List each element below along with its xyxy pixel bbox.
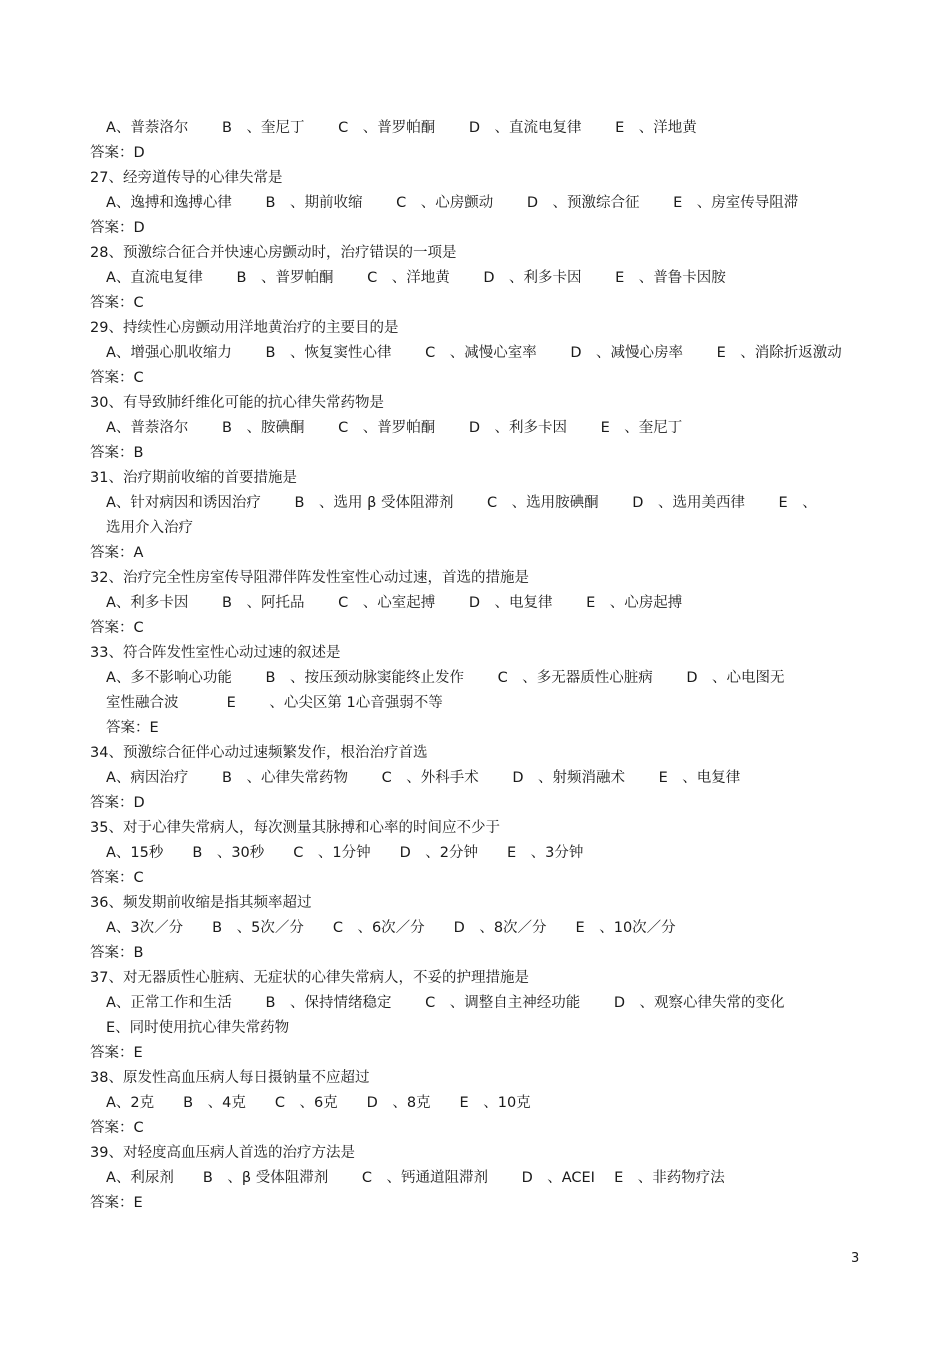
options-line: A、普萘洛尔 B 、奎尼丁 C 、普罗帕酮 D 、直流电复律 E 、洋地黄 [106,120,697,136]
answer-line: 答案：D [90,145,145,161]
options-line: 室性融合波 E 、心尖区第 1心音强弱不等 [106,695,443,711]
options-line: A、15秒 B 、30秒 C 、1分钟 D 、2分钟 E 、3分钟 [106,845,584,861]
answer-line: 答案：B [90,945,144,961]
answer-line: 答案：C [90,1120,144,1136]
options-line: E、同时使用抗心律失常药物 [106,1020,290,1036]
options-line: A、利尿剂 B 、β 受体阻滞剂 C 、钙通道阻滞剂 D 、ACEI E 、非药物疗法 [106,1170,725,1186]
question-stem: 39、对轻度高血压病人首选的治疗方法是 [90,1145,355,1161]
answer-line: 答案：C [90,870,144,886]
question-stem: 29、持续性心房颤动用洋地黄治疗的主要目的是 [90,320,399,336]
answer-line: 答案：C [90,370,144,386]
question-stem: 35、对于心律失常病人，每次测量其脉搏和心率的时间应不少于 [90,820,500,836]
answer-line: 答案：C [90,620,144,636]
question-stem: 36、频发期前收缩是指其频率超过 [90,895,312,911]
question-stem: 34、预激综合征伴心动过速频繁发作，根治治疗首选 [90,745,428,761]
options-line: 选用介入治疗 [106,520,193,536]
options-line: A、病因治疗 B 、心律失常药物 C 、外科手术 D 、射频消融术 E 、电复律 [106,770,741,786]
answer-line: 答案：C [90,295,144,311]
question-stem: 32、治疗完全性房室传导阻滞伴阵发性室性心动过速，首选的措施是 [90,570,529,586]
options-line: A、增强心肌收缩力 B 、恢复窦性心律 C 、减慢心室率 D 、减慢心房率 E 、消除折返激动 [106,345,842,361]
answer-line: 答案：A [90,545,144,561]
options-line: A、正常工作和生活 B 、保持情绪稳定 C 、调整自主神经功能 D 、观察心律失常的变化 [106,995,785,1011]
options-line: A、2克 B 、4克 C 、6克 D 、8克 E 、10克 [106,1095,531,1111]
question-stem: 38、原发性高血压病人每日摄钠量不应超过 [90,1070,370,1086]
options-line: A、多不影响心功能 B 、按压颈动脉窦能终止发作 C 、多无器质性心脏病 D 、心电图无 [106,670,785,686]
answer-line: 答案：B [90,445,144,461]
question-stem: 37、对无器质性心脏病、无症状的心律失常病人，不妥的护理措施是 [90,970,529,986]
answer-line: 答案：E [106,720,159,736]
question-stem: 33、符合阵发性室性心动过速的叙述是 [90,645,341,661]
options-line: A、逸搏和逸搏心律 B 、期前收缩 C 、心房颤动 D 、预激综合征 E 、房室传导阻滞 [106,195,799,211]
page-number: 3 [851,1251,860,1266]
options-line: A、普萘洛尔 B 、胺碘酮 C 、普罗帕酮 D 、利多卡因 E 、奎尼丁 [106,420,683,436]
question-stem: 31、治疗期前收缩的首要措施是 [90,470,297,486]
options-line: A、针对病因和诱因治疗 B 、选用 β 受体阻滞剂 C 、选用胺碘酮 D 、选用美西律 E 、 [106,495,817,511]
options-line: A、直流电复律 B 、普罗帕酮 C 、洋地黄 D 、利多卡因 E 、普鲁卡因胺 [106,270,726,286]
question-stem: 27、经旁道传导的心律失常是 [90,170,283,186]
answer-line: 答案：E [90,1045,143,1061]
question-stem: 30、有导致肺纤维化可能的抗心律失常药物是 [90,395,384,411]
question-stem: 28、预激综合征合并快速心房颤动时，治疗错误的一项是 [90,245,457,261]
options-line: A、3次／分 B 、5次／分 C 、6次／分 D 、8次／分 E 、10次／分 [106,920,676,936]
options-line: A、利多卡因 B 、阿托品 C 、心室起搏 D 、电复律 E 、心房起搏 [106,595,683,611]
answer-line: 答案：E [90,1195,143,1211]
answer-line: 答案：D [90,795,145,811]
answer-line: 答案：D [90,220,145,236]
